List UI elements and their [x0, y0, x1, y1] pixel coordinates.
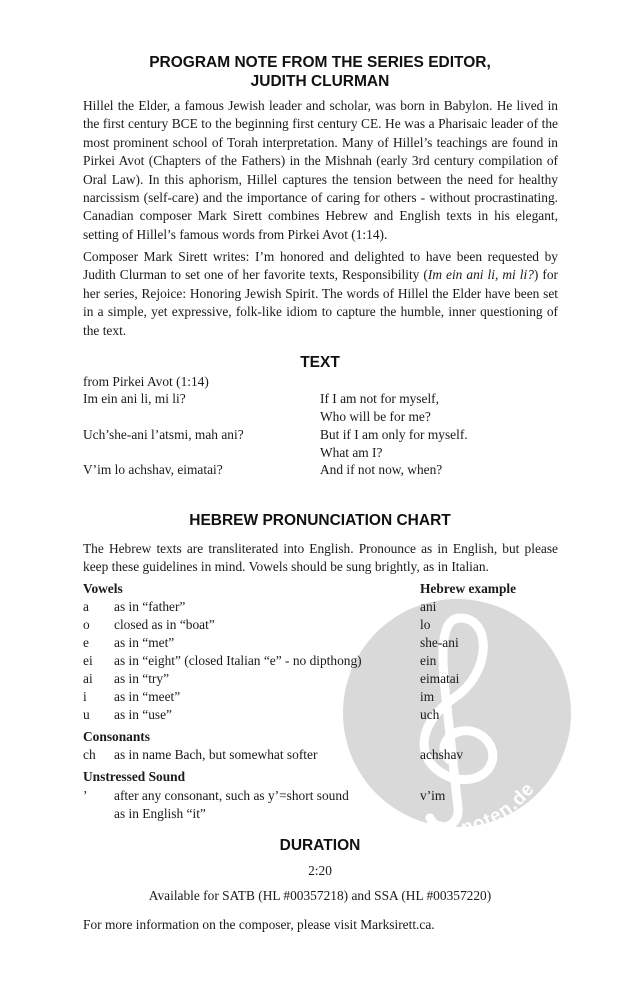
unstressed-symbol: ’	[83, 788, 88, 803]
unstressed-example: v’im	[420, 788, 446, 803]
title-line-1: PROGRAM NOTE FROM THE SERIES EDITOR,	[149, 54, 491, 71]
vowel-description: as in “use”	[114, 707, 173, 722]
text-english-3: But if I am only for myself.	[320, 427, 468, 442]
unstressed-label: Unstressed Sound	[83, 769, 186, 784]
vowel-symbol: u	[83, 707, 90, 722]
intro-paragraph-2	[83, 248, 558, 340]
vowel-example: uch	[420, 707, 440, 722]
text-hebrew-1: Im ein ani li, mi li?	[83, 391, 186, 406]
vowel-example: ein	[420, 653, 437, 668]
treble-clef-watermark-icon	[342, 578, 572, 848]
pronunciation-intro: The Hebrew texts are transliterated into English. Pronounce as in English, but please keep these guidelines in mind. Vowels should be sung brightly, as in Italian.	[83, 541, 558, 575]
vowel-description: as in “try”	[114, 671, 170, 686]
vowel-example: eimatai	[420, 671, 460, 686]
vowel-symbol: e	[83, 635, 89, 650]
intro-paragraph-1: Hillel the Elder, a famous Jewish leader and scholar, was born in Babylon. He lived in the first century BCE to the beginning first century CE. He was a Pharisaic leader of the most prominent school of Torah interpretation. Many of Hillel’s teachings are found in Pirkei Avot (Chapters of the Fathers) in the Mishnah (early 3rd century compilation of Oral Law). In this aphorism, Hillel captures the tension between the need for healthy narcissism (self-care) and the importance of caring for others - without procrastinating. Canadian composer Mark Sirett combines Hebrew and English texts in his elegant, setting of Hillel’s famous words from Pirkei Avot (1:14).	[83, 98, 558, 242]
vowel-description: as in “eight” (closed Italian “e” - no dipthong)	[114, 653, 362, 668]
watermark-text: alle-noten.de	[419, 778, 540, 841]
vowel-symbol: a	[83, 599, 89, 614]
consonant-example: achshav	[420, 747, 464, 762]
availability-note: Available for SATB (HL #00357218) and SSA (HL #00357220)	[148, 888, 492, 903]
vowel-description: closed as in “boat”	[114, 617, 215, 632]
text-english-1: If I am not for myself,	[320, 391, 439, 406]
unstressed-description-2: as in English “it”	[114, 806, 206, 821]
hebrew-example-label: Hebrew example	[420, 581, 517, 596]
text-heading: TEXT	[300, 354, 340, 371]
vowel-example: im	[420, 689, 435, 704]
text-english-2: Who will be for me?	[320, 409, 431, 424]
unstressed-description-1: after any consonant, such as y’=short sound	[114, 788, 349, 803]
vowel-description: as in “meet”	[114, 689, 181, 704]
vowel-example: ani	[420, 599, 437, 614]
text-english-5: And if not now, when?	[320, 462, 443, 477]
vowel-symbol: ai	[83, 671, 93, 686]
consonant-symbol: ch	[83, 747, 96, 762]
intro-paragraph-2-start: Composer Mark Sirett writes: I’m honored and delighted to have been requested by Judith Clurman to set one of her favorite texts, Responsibility (	[83, 249, 558, 283]
vowel-description: as in “father”	[114, 599, 186, 614]
intro-paragraph-2-italic: Im ein ani li, mi li?	[427, 267, 534, 283]
vowel-example: she-ani	[420, 635, 459, 650]
text-hebrew-5: V’im lo achshav, eimatai?	[83, 462, 223, 477]
vowel-example: lo	[420, 617, 431, 632]
consonant-description: as in name Bach, but somewhat softer	[114, 747, 318, 762]
duration-time: 2:20	[308, 863, 332, 878]
vowel-symbol: o	[83, 617, 90, 632]
intro-paragraph-2-end: ) for her series, Rejoice: Honoring Jewish Spirit. The words of Hillel the Elder have been set in a simple, yet expressive, folk-like idiom to capture the humble, inner questioning of the text.	[83, 267, 559, 338]
title-line-2: JUDITH CLURMAN	[250, 73, 390, 90]
consonants-label: Consonants	[83, 729, 150, 744]
vowels-label: Vowels	[83, 581, 123, 596]
vowel-description: as in “met”	[114, 635, 175, 650]
vowel-symbol: i	[83, 689, 87, 704]
text-source: from Pirkei Avot (1:14)	[83, 374, 209, 389]
duration-heading: DURATION	[279, 837, 361, 854]
text-english-4: What am I?	[320, 445, 383, 460]
page-title	[0, 53, 640, 91]
more-info-note: For more information on the composer, please visit Marksirett.ca.	[83, 917, 435, 932]
vowel-symbol: ei	[83, 653, 93, 668]
pronunciation-heading: HEBREW PRONUNCIATION CHART	[189, 512, 451, 529]
text-hebrew-3: Uch’she-ani l’atsmi, mah ani?	[83, 427, 244, 442]
